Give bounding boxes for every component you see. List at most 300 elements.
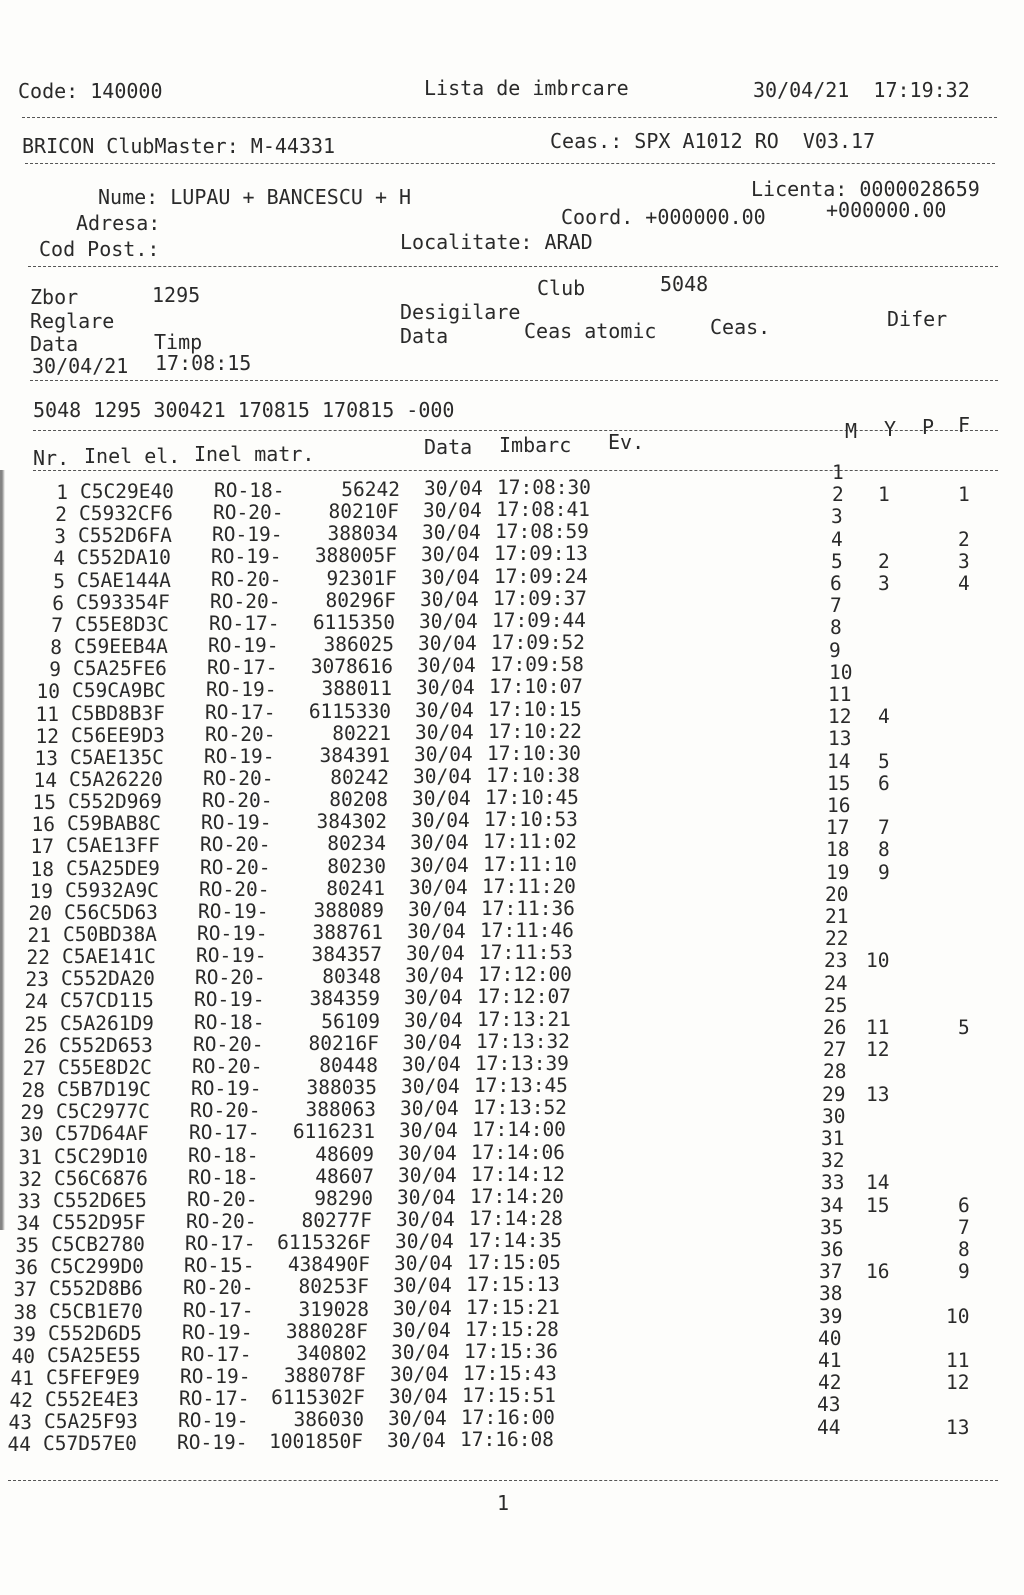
cell-pre: RO-19- [178,1409,249,1433]
cell-nr: 10 [36,680,60,704]
cell-date: 30/04 [392,1318,451,1342]
cell-date: 30/04 [411,809,470,833]
cell-time: 17:08:59 [495,520,589,544]
cell-pre: RO-19- [182,1320,253,1344]
y-value: 3 [878,572,890,595]
f-value: 7 [958,1215,970,1239]
cell-nr: 40 [11,1344,35,1368]
cell-time: 17:15:21 [466,1295,560,1319]
cell-date: 30/04 [398,1141,457,1165]
cell-pre: RO-20- [200,855,271,879]
f-value: 3 [958,549,970,573]
cell-num: 384302 [316,810,387,834]
m-value: 13 [828,727,852,751]
cell-nr: 21 [27,924,51,947]
f-value: 10 [946,1304,970,1328]
y-value: 12 [866,1038,890,1062]
m-value: 6 [830,572,842,595]
cell-date: 30/04 [395,1230,454,1254]
cell-date: 30/04 [390,1363,449,1386]
cell-num: 80277F [301,1208,372,1232]
cell-pre: RO-18- [188,1165,259,1189]
cell-time: 17:08:41 [496,498,590,522]
cell-nr: 37 [13,1278,37,1302]
f-value: 2 [958,527,970,551]
m-value: 33 [821,1171,845,1195]
divider [25,163,995,164]
locality: Localitate: ARAD [400,230,593,254]
cell-time: 17:10:22 [488,719,582,743]
m-value: 21 [825,905,849,928]
cell-pre: RO-17- [205,700,276,724]
cell-el: C56C5D63 [64,900,158,924]
cell-num: 388005F [314,544,397,568]
cell-nr: 27 [22,1056,46,1080]
cell-nr: 29 [20,1101,44,1125]
col-m: M [845,419,858,443]
cell-el: C5A25DE9 [66,856,160,880]
cell-el: C552D6D5 [48,1321,142,1345]
licence-number: Licenta: 0000028659 [751,177,980,201]
cell-num: 388028F [285,1319,368,1343]
cell-time: 17:16:00 [461,1406,555,1430]
cell-num: 384359 [309,987,380,1011]
f-value: 13 [946,1415,970,1439]
m-value: 3 [831,505,843,529]
cell-date: 30/04 [398,1163,457,1187]
cell-nr: 30 [19,1123,43,1147]
cell-el: C55E8D2C [58,1055,152,1079]
y-value: 4 [878,705,890,729]
club-number: 5048 [660,272,709,296]
m-value: 32 [821,1149,845,1173]
cell-date: 30/04 [394,1252,453,1276]
cell-time: 17:15:13 [466,1273,560,1297]
cell-num: 3078616 [310,655,393,679]
cell-time: 17:09:24 [494,564,588,588]
club-label: Club [537,276,586,300]
cell-pre: RO-20- [205,722,276,746]
m-value: 2 [832,483,844,507]
m-value: 28 [823,1060,847,1084]
cell-time: 17:10:38 [486,763,580,787]
cell-date: 30/04 [405,964,464,988]
cell-el: C5B7D19C [57,1078,151,1102]
cell-time: 17:10:07 [489,675,583,699]
cell-el: C5AE144A [77,568,171,592]
divider [30,380,998,381]
cell-el: C5AE135C [70,745,164,769]
cell-nr: 8 [50,636,62,660]
cell-date: 30/04 [415,698,474,722]
cell-time: 17:15:43 [463,1362,557,1385]
cell-nr: 17 [30,835,54,859]
cell-nr: 25 [24,1012,48,1036]
cell-el: C5C29D10 [54,1144,148,1168]
cell-pre: RO-19- [201,811,272,835]
cell-nr: 33 [17,1189,41,1213]
cell-pre: RO-20- [187,1187,258,1211]
cell-pre: RO-17- [185,1232,256,1256]
cell-el: C5C2977C [56,1100,150,1124]
cell-pre: RO-19- [180,1365,251,1388]
m-value: 44 [817,1415,841,1439]
col-event: Ev. [608,430,645,454]
y-value: 9 [878,860,890,884]
cell-date: 30/04 [404,986,463,1010]
cell-date: 30/04 [402,1052,461,1076]
y-value: 13 [866,1082,890,1106]
cell-pre: RO-19- [197,922,268,945]
cell-el: C59BAB8C [67,812,161,836]
cell-pre: RO-20- [193,1032,264,1056]
cell-nr: 35 [15,1234,39,1258]
divider [22,117,997,118]
cell-nr: 42 [9,1389,33,1413]
setting-label: Reglare [30,309,115,333]
cell-date: 30/04 [416,676,475,700]
cell-el: C57CD115 [60,989,154,1013]
owner-name: Nume: LUPAU + BANCESCU + H [98,185,412,209]
cell-nr: 24 [24,990,48,1014]
cell-el: C59EEB4A [74,635,168,659]
cell-date: 30/04 [410,853,469,877]
m-value: 12 [828,705,852,729]
cell-nr: 31 [18,1145,42,1169]
cell-pre: RO-15- [184,1254,255,1278]
f-value: 1 [958,483,970,507]
m-value: 5 [831,549,843,573]
cell-pre: RO-19- [198,899,269,923]
code-label: Code: 140000 [18,79,163,103]
cell-date: 30/04 [389,1385,448,1409]
cell-time: 17:13:21 [477,1007,571,1031]
cell-num: 80230 [327,854,386,878]
divider [8,1480,998,1481]
cell-pre: RO-19- [211,545,282,569]
cell-el: C57D64AF [55,1122,149,1146]
m-value: 27 [823,1038,847,1062]
cell-pre: RO-19- [177,1431,248,1455]
cell-pre: RO-20- [186,1209,257,1233]
m-value: 23 [824,949,848,973]
document-title: Lista de imbrcare [424,76,629,100]
cell-time: 17:09:37 [493,586,587,610]
f-value: 6 [958,1193,970,1217]
cell-time: 17:15:51 [462,1384,556,1408]
cell-date: 30/04 [414,742,473,766]
cell-num: 388761 [312,921,383,944]
cell-pre: RO-17- [183,1298,254,1322]
cell-pre: RO-19- [191,1077,262,1101]
cell-pre: RO-20- [183,1276,254,1300]
cell-nr: 43 [8,1411,32,1435]
m-value: 42 [818,1371,842,1395]
cell-pre: RO-20- [200,833,271,857]
f-value: 4 [958,572,970,595]
cell-el: C552DA10 [77,546,171,570]
cell-num: 1001850F [269,1430,363,1454]
m-value: 22 [825,927,849,951]
cell-nr: 4 [53,547,65,571]
cell-el: C552D6FA [78,524,172,548]
cell-num: 80210F [328,500,399,524]
cell-date: 30/04 [393,1274,452,1298]
col-nr: Nr. [33,446,70,470]
cell-time: 17:10:53 [484,808,578,832]
cell-date: 30/04 [396,1207,455,1231]
print-datetime: 30/04/21 17:19:32 [753,78,970,102]
page-number: 1 [497,1491,510,1515]
cell-time: 17:11:02 [483,830,577,854]
m-value: 4 [831,527,843,551]
clock-id: Ceas.: SPX A1012 RO V03.17 [550,129,876,153]
y-value: 16 [866,1260,890,1284]
cell-nr: 1 [56,481,68,504]
cell-pre: RO-20- [192,1054,263,1078]
cell-num: 6115350 [312,610,395,634]
cell-nr: 28 [21,1079,45,1103]
cell-date: 30/04 [410,831,469,855]
cell-el: C5A25F93 [44,1410,138,1434]
cell-time: 17:14:20 [470,1184,564,1208]
cell-num: 386025 [323,633,394,657]
y-value: 7 [878,816,890,840]
cell-date: 30/04 [408,897,467,921]
cell-num: 80241 [326,876,385,900]
cell-el: C5FEF9E9 [46,1366,140,1389]
cell-el: C5CB1E70 [49,1299,143,1323]
cell-num: 388034 [327,522,398,546]
cell-el: C5AE141C [62,945,156,969]
cell-nr: 41 [10,1367,34,1390]
cell-date: 30/04 [412,787,471,811]
cell-nr: 9 [49,658,61,682]
cell-num: 80296F [325,588,396,612]
address-label: Adresa: [76,211,161,235]
cell-num: 388089 [313,898,384,922]
m-value: 30 [822,1104,846,1128]
cell-num: 48609 [315,1142,374,1166]
col-registration-ring: Inel matr. [194,442,315,466]
cell-num: 80253F [298,1275,369,1299]
paper-edge-shadow [0,470,5,1230]
cell-el: C552DA20 [61,967,155,991]
cell-time: 17:12:00 [478,963,572,987]
cell-num: 80234 [327,832,386,856]
cell-el: C5AE13FF [66,834,160,858]
cell-el: C5C29E40 [80,480,174,503]
f-value: 8 [958,1238,970,1261]
cell-nr: 34 [16,1211,40,1235]
cell-date: 30/04 [393,1296,452,1320]
cell-pre: RO-19- [212,523,283,547]
cell-el: C5932CF6 [79,502,173,526]
cell-nr: 14 [33,768,57,792]
cell-num: 80348 [322,965,381,989]
m-value: 25 [824,993,848,1017]
f-value: 11 [946,1349,970,1372]
m-value: 40 [818,1326,842,1350]
cell-time: 17:11:10 [483,852,577,876]
cell-time: 17:14:12 [471,1162,565,1186]
cell-time: 17:11:46 [480,919,574,942]
cell-time: 17:13:52 [473,1096,567,1120]
cell-el: C593354F [76,590,170,614]
cell-num: 438490F [287,1253,370,1277]
cell-pre: RO-20- [202,789,273,813]
cell-num: 388035 [306,1076,377,1100]
cell-date: 30/04 [401,1075,460,1099]
cell-num: 6116231 [292,1120,375,1144]
cell-num: 340802 [296,1341,367,1365]
flight-number: 1295 [152,283,201,307]
cell-pre: RO-19- [204,744,275,768]
m-value: 15 [827,771,851,795]
cell-time: 17:09:13 [494,542,588,566]
cell-date: 30/04 [418,632,477,656]
cell-num: 80216F [308,1031,379,1055]
m-value: 38 [819,1282,843,1306]
col-electronic-ring: Inel el. [84,444,181,468]
cell-nr: 15 [32,791,56,815]
flight-label: Zbor [30,285,79,309]
cell-num: 80242 [330,765,389,789]
m-value: 10 [829,660,853,684]
coordinates-second: +000000.00 [826,198,947,222]
cell-nr: 44 [7,1433,31,1457]
cell-pre: RO-18- [214,479,285,502]
cell-time: 17:10:30 [487,741,581,765]
unsealing-date-label: Data [400,324,449,348]
y-value: 8 [878,838,890,862]
cell-date: 30/04 [423,499,482,523]
cell-el: C59CA9BC [72,679,166,703]
cell-el: C55E8D3C [75,612,169,636]
col-boarding: Imbarc [499,433,572,457]
divider [28,266,998,267]
cell-nr: 16 [31,813,55,837]
time-label: Timp [154,330,203,354]
cell-date: 30/04 [409,875,468,899]
cell-pre: RO-17- [189,1121,260,1145]
summary-line: 5048 1295 300421 170815 170815 -000 [33,398,455,422]
m-value: 8 [830,616,842,640]
y-value: 5 [878,749,890,773]
y-value: 2 [878,549,890,573]
difference-label: Difer [887,307,948,331]
m-value: 29 [822,1082,846,1106]
cell-el: C5CB2780 [51,1233,145,1257]
cell-date: 30/04 [399,1119,458,1143]
cell-el: C57D57E0 [43,1432,137,1456]
cell-date: 30/04 [400,1097,459,1121]
cell-el: C5A25FE6 [73,657,167,681]
cell-num: 388011 [321,677,392,701]
cell-num: 80448 [319,1053,378,1077]
cell-time: 17:14:00 [472,1118,566,1142]
cell-el: C56EE9D3 [71,723,165,747]
cell-pre: RO-17- [207,656,278,680]
cell-time: 17:14:35 [468,1229,562,1253]
cell-pre: RO-20- [190,1099,261,1123]
cell-num: 388078F [283,1364,366,1387]
cell-el: C5A261D9 [60,1011,154,1035]
cell-num: 56242 [341,478,400,501]
cell-el: C5A26220 [69,767,163,791]
m-value: 43 [817,1393,841,1417]
cell-el: C552D969 [68,790,162,814]
cell-nr: 5 [53,569,65,593]
cell-pre: RO-18- [188,1143,259,1167]
m-value: 35 [820,1215,844,1239]
m-value: 36 [820,1238,844,1261]
cell-el: C552D95F [52,1210,146,1234]
cell-date: 30/04 [391,1340,450,1364]
club-master-id: BRICON ClubMaster: M-44331 [22,134,336,158]
cell-time: 17:11:36 [481,896,575,920]
cell-time: 17:09:44 [492,608,586,632]
cell-nr: 32 [18,1167,42,1191]
setting-date: 30/04/21 [32,354,129,378]
y-value: 15 [866,1193,890,1217]
cell-num: 6115330 [308,699,391,723]
cell-nr: 20 [28,901,52,925]
m-value: 34 [820,1193,844,1217]
cell-time: 17:12:07 [477,985,571,1009]
col-date: Data [424,435,473,459]
cell-num: 384357 [311,943,382,967]
cell-date: 30/04 [421,543,480,567]
cell-el: C50BD38A [63,923,157,946]
y-value: 6 [878,771,890,795]
cell-num: 6115326F [277,1231,371,1255]
cell-time: 17:11:53 [479,941,573,965]
cell-pre: RO-20- [210,589,281,613]
cell-pre: RO-19- [196,944,267,968]
cell-num: 384391 [319,743,390,767]
cell-nr: 7 [51,613,63,637]
cell-num: 98290 [314,1186,373,1210]
cell-el: C5BD8B3F [71,701,165,725]
y-value: 14 [866,1171,890,1195]
m-value: 7 [830,594,842,618]
cell-nr: 38 [13,1300,37,1324]
cell-el: C552E4E3 [45,1388,139,1412]
cell-nr: 39 [12,1322,36,1346]
cell-date: 30/04 [420,587,479,611]
cell-time: 17:13:32 [476,1029,570,1053]
cell-pre: RO-17- [181,1342,252,1366]
cell-nr: 36 [14,1256,38,1280]
m-value: 1 [832,461,844,484]
cell-el: C552D6E5 [53,1188,147,1212]
cell-nr: 19 [29,879,53,903]
cell-date: 30/04 [415,720,474,744]
cell-nr: 18 [30,857,54,881]
cell-num: 388063 [305,1098,376,1122]
cell-pre: RO-19- [208,634,279,658]
cell-date: 30/04 [388,1407,447,1431]
cell-time: 17:14:28 [469,1206,563,1230]
cell-time: 17:15:36 [464,1339,558,1363]
m-value: 19 [826,860,850,884]
cell-num: 92301F [326,566,397,590]
cell-pre: RO-19- [194,988,265,1012]
col-p: P [922,415,935,439]
coordinates-label: Coord. +000000.00 [561,205,766,229]
m-value: 39 [819,1304,843,1328]
